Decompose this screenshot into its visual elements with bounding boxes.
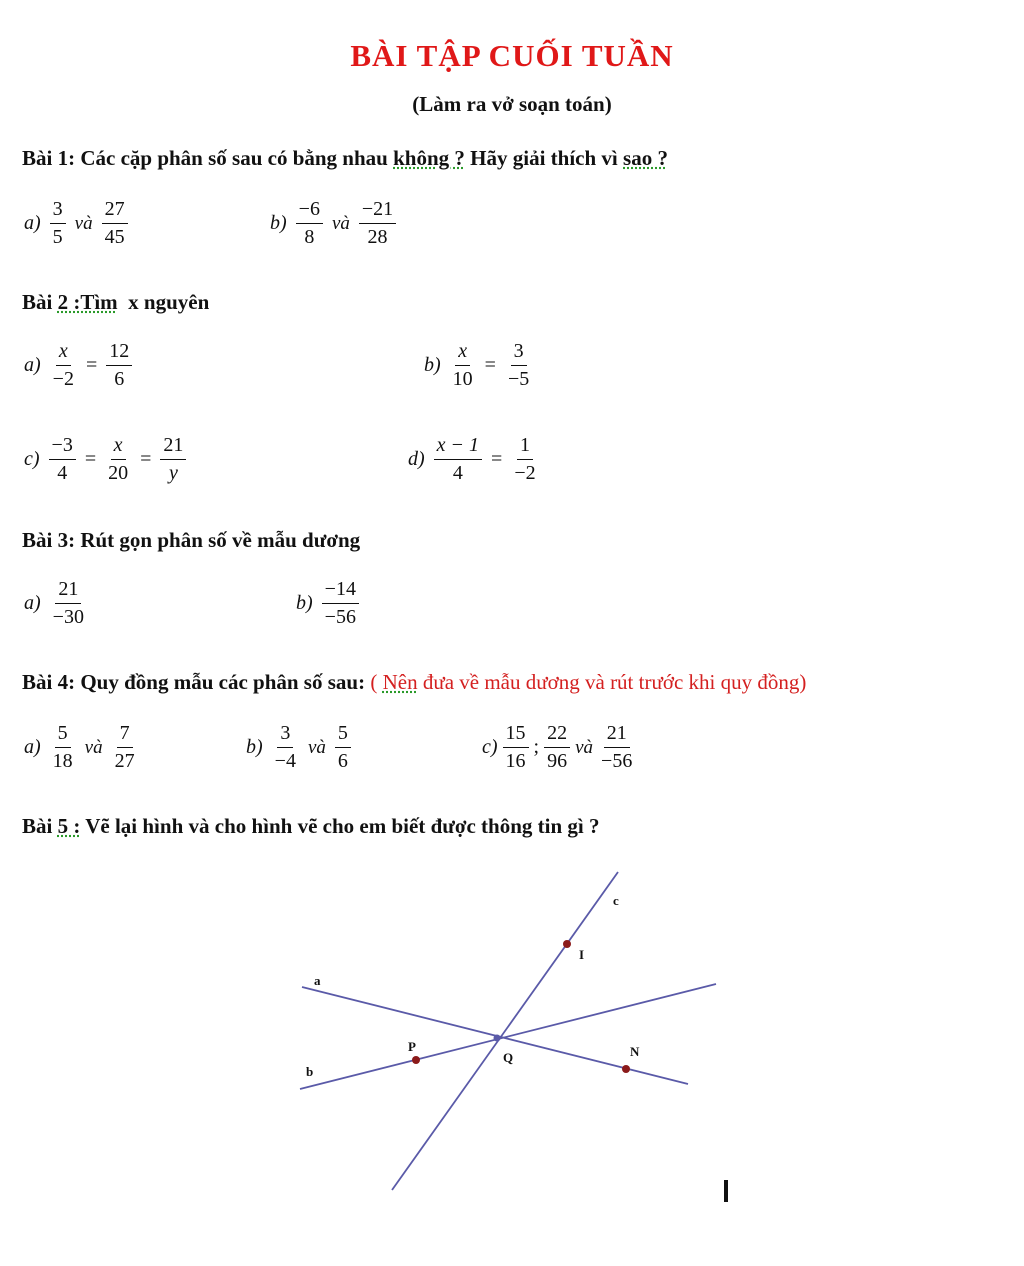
numerator: 5	[55, 722, 71, 748]
bai2-heading-pre: Bài	[22, 290, 58, 314]
conjunction: và	[575, 736, 594, 758]
denominator: 45	[104, 226, 125, 248]
fraction	[272, 722, 299, 773]
numerator: −3	[49, 434, 76, 460]
item-label: a)	[24, 212, 41, 234]
item-label: c)	[482, 736, 498, 758]
fraction	[335, 722, 351, 773]
fraction	[50, 198, 66, 249]
denominator: 10	[452, 368, 473, 390]
numerator: 21	[160, 434, 186, 460]
fraction	[511, 434, 538, 485]
label-a: a	[314, 973, 321, 988]
equals-sign: =	[484, 354, 496, 376]
bai5-heading-post: Vẽ lại hình và cho hình vẽ cho em biết được thông tin gì ?	[80, 814, 600, 838]
denominator: 16	[505, 750, 526, 772]
bai2-item-b	[424, 340, 535, 391]
numerator: 27	[102, 198, 128, 224]
geometry-figure	[0, 860, 1024, 1210]
bai1-item-b	[270, 198, 399, 249]
denominator: 6	[114, 368, 125, 390]
numerator: 3	[50, 198, 66, 224]
bai3-heading: Bài 3: Rút gọn phân số về mẫu dương	[22, 528, 361, 552]
numerator: 3	[277, 722, 293, 748]
fraction	[322, 578, 359, 629]
fraction	[505, 340, 532, 391]
label-N: N	[630, 1044, 640, 1059]
numerator: 15	[503, 722, 529, 748]
bai5-heading-underlined: 5 :	[57, 814, 81, 838]
bai1-heading-underlined-2: sao ?	[623, 146, 668, 170]
denominator: 4	[452, 462, 463, 484]
numerator: 5	[335, 722, 351, 748]
numerator: 22	[544, 722, 570, 748]
fraction	[102, 198, 128, 249]
item-label: b)	[270, 212, 287, 234]
label-Q: Q	[503, 1050, 514, 1065]
numerator: −14	[322, 578, 359, 604]
item-label: a)	[24, 354, 41, 376]
conjunction: và	[74, 212, 93, 234]
fraction	[503, 722, 529, 773]
bai1-heading-underlined-1: không ?	[393, 146, 465, 170]
numerator: x	[56, 340, 71, 366]
fraction	[50, 340, 77, 391]
denominator: −2	[52, 368, 74, 390]
bai4-note: đưa về mẫu dương và rút trước khi quy đồng)	[417, 670, 807, 694]
bai2-heading	[22, 290, 209, 315]
page-title: BÀI TẬP CUỐI TUẦN	[350, 38, 674, 73]
denominator: 6	[337, 750, 348, 772]
numerator: −6	[296, 198, 323, 224]
numerator: 1	[517, 434, 533, 460]
numerator: x	[455, 340, 470, 366]
fraction	[544, 722, 570, 773]
page-subtitle: (Làm ra vở soạn toán)	[412, 92, 612, 116]
bai3-item-a	[24, 578, 90, 629]
denominator: −5	[507, 368, 530, 390]
bai2-item-c	[24, 434, 189, 485]
label-P: P	[408, 1039, 416, 1054]
equals-sign: =	[140, 448, 152, 470]
point-N	[622, 1065, 630, 1073]
bai4-item-b	[246, 722, 354, 773]
line-b	[300, 984, 716, 1089]
separator: ;	[533, 736, 540, 758]
bai2-item-d	[408, 434, 542, 485]
bai1-heading-mid: Hãy giải thích vì	[464, 146, 624, 170]
denominator: 4	[57, 462, 68, 484]
conjunction: và	[331, 212, 350, 234]
bai4-heading-pre: Bài 4: Quy đồng mẫu các phân số sau:	[22, 670, 371, 694]
denominator: 5	[52, 226, 63, 248]
equals-sign: =	[85, 354, 98, 376]
numerator: 21	[55, 578, 81, 604]
numerator: 12	[106, 340, 132, 366]
denominator: −4	[274, 750, 296, 772]
bai4-item-a	[24, 722, 141, 773]
fraction	[112, 722, 138, 773]
denominator: −56	[601, 750, 633, 772]
numerator: 3	[511, 340, 527, 366]
bai1-heading-pre: Bài 1: Các cặp phân số sau có bằng nhau	[22, 146, 394, 170]
bai5-heading-pre: Bài	[22, 814, 58, 838]
fraction	[450, 340, 476, 391]
bai3-item-b	[296, 578, 362, 629]
denominator: 18	[52, 750, 73, 772]
bai4-heading	[22, 670, 806, 695]
fraction	[50, 578, 87, 629]
bai2-heading-underlined: 2 :Tìm	[57, 290, 118, 314]
bai2-heading-post: x nguyên	[117, 290, 210, 314]
numerator: 21	[604, 722, 630, 748]
conjunction: và	[307, 736, 326, 758]
fraction	[50, 722, 76, 773]
bai5-heading	[22, 814, 600, 839]
item-label: b)	[424, 354, 441, 376]
fraction	[296, 198, 323, 249]
line-c	[392, 872, 618, 1190]
item-label: b)	[246, 736, 263, 758]
numerator: x − 1	[434, 434, 482, 460]
label-c: c	[613, 893, 619, 908]
denominator: 28	[367, 226, 388, 248]
item-label: a)	[24, 736, 41, 758]
bai4-note-underlined: Nên	[382, 670, 418, 694]
denominator: −2	[514, 462, 536, 484]
numerator: 7	[117, 722, 133, 748]
equals-sign: =	[84, 448, 97, 470]
denominator: y	[168, 462, 178, 484]
fraction	[359, 198, 396, 249]
fraction	[160, 434, 186, 485]
fraction	[105, 434, 131, 485]
numerator: x	[111, 434, 126, 460]
item-label: a)	[24, 592, 41, 614]
point-P	[412, 1056, 420, 1064]
item-label: b)	[296, 592, 313, 614]
point-Q	[494, 1035, 501, 1042]
denominator: 96	[547, 750, 568, 772]
fraction	[49, 434, 76, 485]
label-b: b	[306, 1064, 314, 1079]
item-label: d)	[408, 448, 425, 470]
label-I: I	[579, 947, 585, 962]
denominator: 20	[108, 462, 129, 484]
numerator: −21	[359, 198, 396, 224]
fraction	[434, 434, 482, 485]
denominator: −30	[52, 606, 84, 628]
denominator: −56	[324, 606, 356, 628]
point-I	[563, 940, 571, 948]
denominator: 8	[304, 226, 315, 248]
conjunction: và	[84, 736, 103, 758]
item-label: c)	[24, 448, 40, 470]
bai2-item-a	[24, 340, 135, 391]
bai1-heading	[22, 146, 668, 171]
bai4-note-open: (	[370, 670, 383, 694]
equals-sign: =	[491, 448, 503, 470]
text-cursor	[724, 1180, 728, 1202]
bai1-item-a	[24, 198, 131, 249]
fraction	[106, 340, 132, 391]
bai4-item-c	[482, 722, 638, 773]
denominator: 27	[114, 750, 135, 772]
fraction	[598, 722, 635, 773]
